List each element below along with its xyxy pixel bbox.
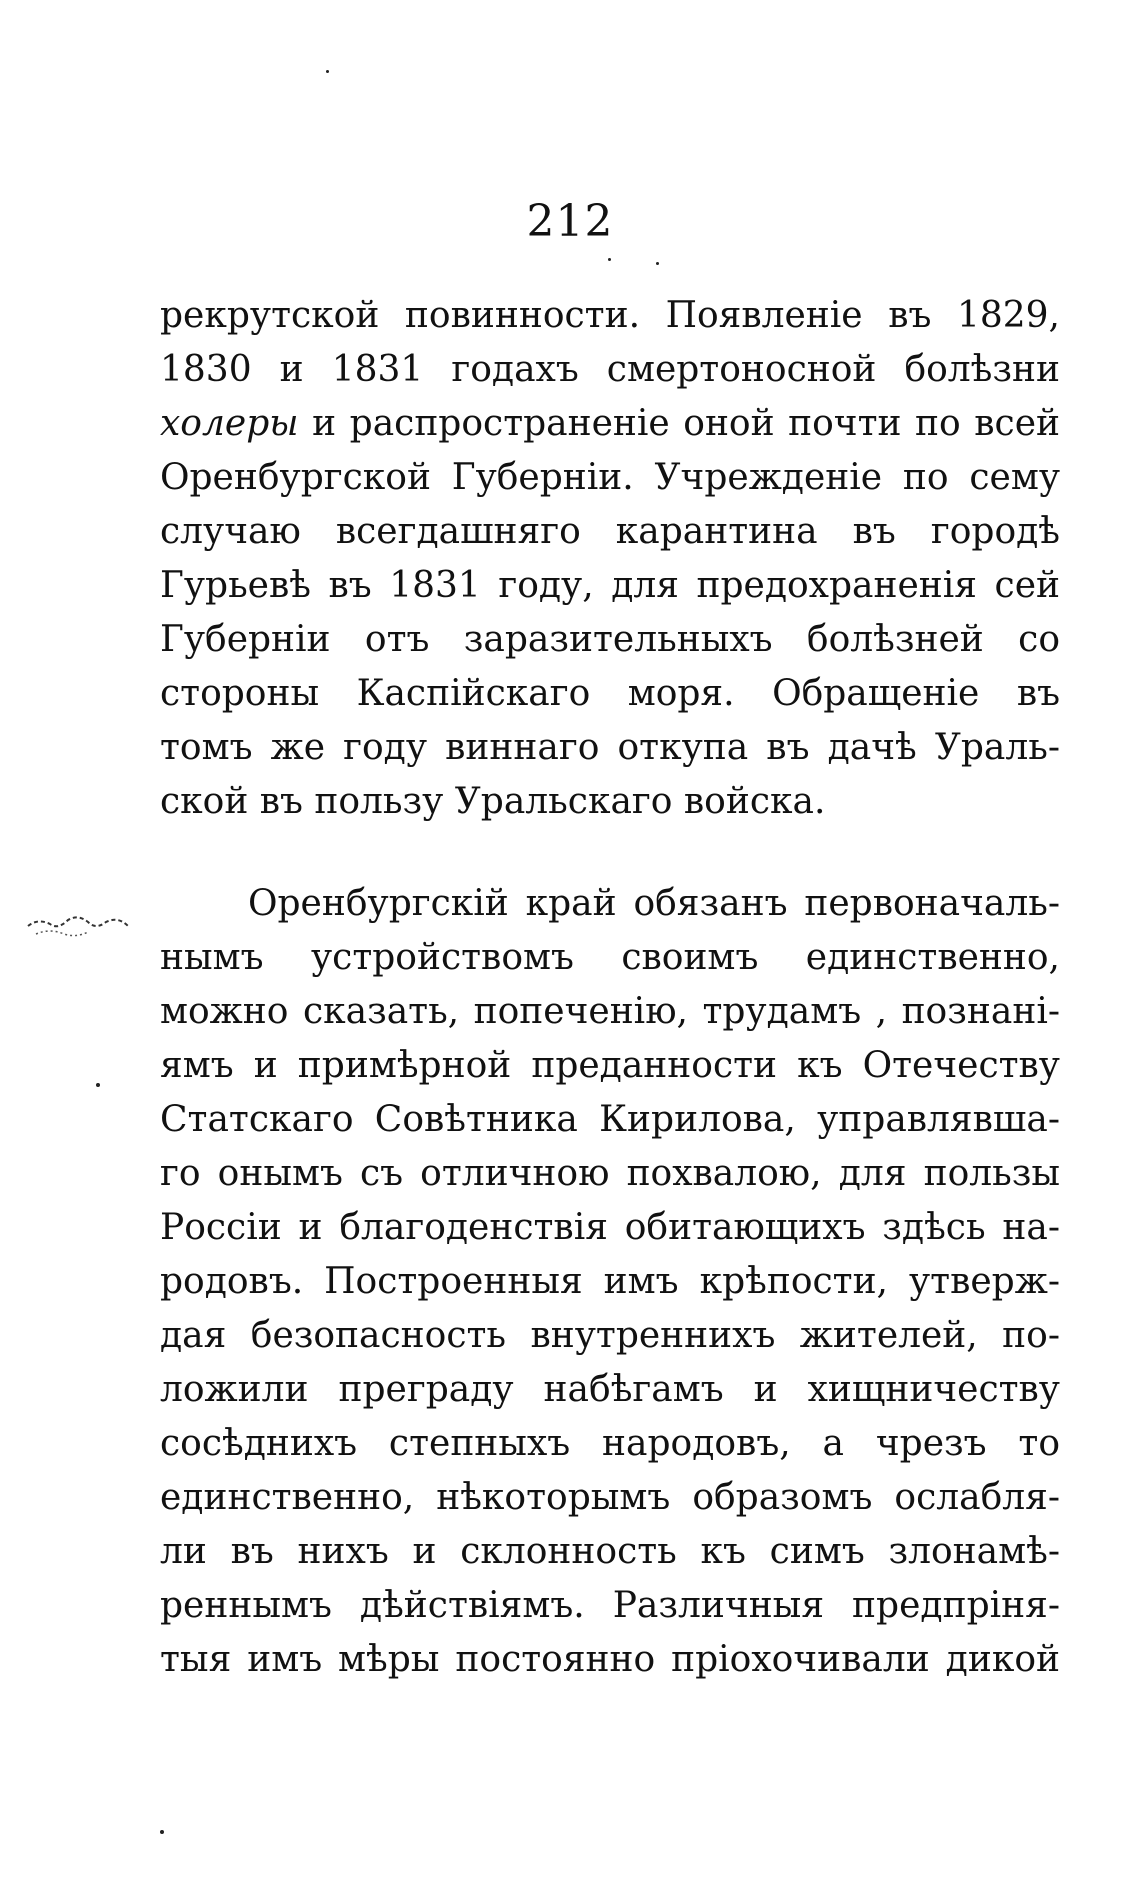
text-line: Оренбургской Губерніи. Учрежденіе по сему: [160, 457, 1060, 498]
text-line: ямъ и примѣрной преданности къ Отечеству: [160, 1045, 1060, 1086]
text-line: родовъ. Построенныя имъ крѣпости, утверж-: [160, 1261, 1060, 1302]
text-line: Оренбургскій край обязанъ первоначаль-: [248, 883, 1060, 924]
text-line: реннымъ дѣйствіямъ. Различныя предпріня-: [160, 1585, 1060, 1626]
dust-speck: [326, 70, 329, 73]
ink-smudge-mark: [26, 914, 156, 944]
text-line: ской въ пользу Уральскаго войска.: [160, 781, 826, 822]
text-line: тыя имъ мѣры постоянно пріохочивали дикой: [160, 1639, 1060, 1680]
page-number: 212: [526, 196, 614, 247]
text-line: Гурьевѣ въ 1831 году, для предохраненія сей: [160, 565, 1060, 606]
text-line: случаю всегдашняго карантина въ городѣ: [160, 511, 1060, 552]
text-line: сосѣднихъ степныхъ народовъ, а чрезъ то: [160, 1423, 1060, 1464]
text-line: Россіи и благоденствія обитающихъ здѣсь на-: [160, 1207, 1060, 1248]
text-line: Губерніи отъ заразительныхъ болѣзней со: [160, 619, 1060, 660]
text-line: нымъ устройствомъ своимъ единственно,: [160, 937, 1060, 978]
text-line: 1830 и 1831 годахъ смертоносной болѣзни: [160, 349, 1060, 390]
text-line: рекрутской повинности. Появленіе въ 1829,: [160, 295, 1060, 336]
text-line: го онымъ съ отличною похвалою, для пользы: [160, 1153, 1060, 1194]
italic-word: холеры: [160, 403, 299, 444]
text-line: ложили преграду набѣгамъ и хищничеству: [160, 1369, 1060, 1410]
text-line: можно сказать, попеченію, трудамъ , познані-: [160, 991, 1060, 1032]
dust-speck: [608, 258, 611, 261]
dust-speck: [96, 1083, 100, 1087]
text-line: Статскаго Совѣтника Кирилова, управлявша-: [160, 1099, 1060, 1140]
text-line: [160, 398, 1060, 450]
text-line: дая безопасность внутреннихъ жителей, по-: [160, 1315, 1060, 1356]
text-line: томъ же году виннаго откупа въ дачѣ Ураль-: [160, 727, 1060, 768]
text-line: стороны Каспійскаго моря. Обращеніе въ: [160, 673, 1060, 714]
dust-speck: [160, 1830, 164, 1834]
dust-speck: [656, 262, 659, 265]
text-run: и распространеніе оной почти по всей: [298, 403, 1060, 444]
text-line: ли въ нихъ и склонность къ симъ злонамѣ-: [160, 1531, 1060, 1572]
text-line: единственно, нѣкоторымъ образомъ ослабля-: [160, 1477, 1060, 1518]
